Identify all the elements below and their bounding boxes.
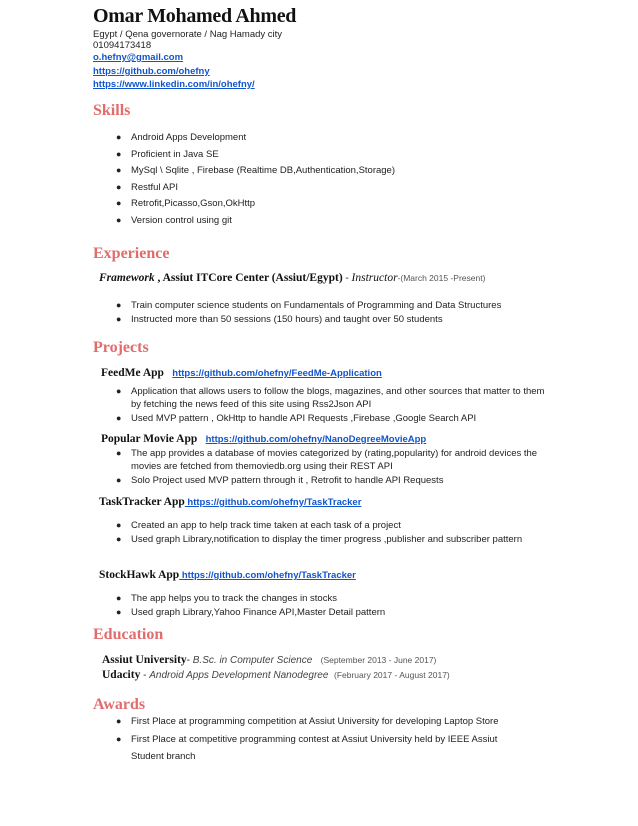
list-item: ● Used graph Library,Yahoo Finance API,Master Detail pattern — [116, 607, 386, 618]
bullet-icon: ● — [116, 149, 122, 159]
list-item: ● The app helps you to track the changes in stocks — [116, 593, 337, 604]
list-item: ● MySql \ Sqlite , Firebase (Realtime DB,Authentication,Storage) — [116, 165, 396, 176]
experience-position: Instructor — [351, 272, 398, 284]
email-link[interactable]: o.hefny@gmail.com — [93, 52, 184, 63]
project-link[interactable]: https://github.com/ohefny/TaskTracker — [184, 497, 362, 508]
list-item: ● Version control using git — [116, 215, 232, 226]
bullet-icon: ● — [116, 215, 122, 225]
bullet-icon: ● — [116, 593, 122, 603]
github-link[interactable]: https://github.com/ohefny — [93, 66, 210, 77]
list-item: ● Solo Project used MVP pattern through it , Retrofit to handle API Requests — [116, 475, 444, 486]
awards-heading: Awards — [93, 696, 146, 713]
bullet-icon: ● — [116, 413, 122, 423]
bullet-icon: ● — [116, 520, 122, 530]
list-item: ● Restful API — [116, 182, 178, 193]
candidate-name: Omar Mohamed Ahmed — [93, 5, 297, 27]
bullet-icon: ● — [116, 132, 122, 142]
bullet-icon: ● — [116, 534, 122, 544]
awards-list — [0, 715, 561, 765]
project-link[interactable]: https://github.com/ohefny/NanoDegreeMovieApp — [205, 434, 427, 445]
skills-list — [0, 131, 551, 230]
project-title: StockHawk App https://github.com/ohefny/TaskTracker — [99, 569, 356, 581]
project-items — [0, 447, 551, 488]
skills-heading: Skills — [93, 102, 131, 119]
list-item: ● The app provides a database of movies categorized by (rating,popularity) for android devices the movies are fetched from themoviedb.org using their REST API — [116, 448, 538, 472]
bullet-icon: ● — [116, 716, 122, 726]
list-item: ● First Place at competitive programming contest at Assiut University held by IEEE Assiut Student branch — [0, 731, 561, 765]
project-items — [0, 385, 551, 426]
address: Egypt / Qena governorate / Nag Hamady city — [93, 29, 283, 40]
experience-list — [0, 299, 571, 327]
bullet-icon: ● — [116, 475, 122, 485]
project-link[interactable]: https://github.com/ohefny/TaskTracker — [179, 570, 356, 581]
experience-dates: -(March 2015 -Present) — [397, 273, 486, 283]
linkedin-link[interactable]: https://www.linkedin.com/in/ohefny/ — [93, 79, 255, 90]
experience-org: Framework — [99, 272, 155, 284]
bullet-icon: ● — [116, 300, 122, 310]
education-entry: Udacity - Android Apps Development Nanodegree (February 2017 - August 2017) — [102, 669, 450, 681]
list-item: ● Used graph Library,notification to display the timer progress ,publisher and subscriber pattern — [116, 534, 523, 545]
bullet-icon: ● — [116, 198, 122, 208]
phone: 01094173418 — [93, 40, 152, 51]
list-item: ● Created an app to help track time taken at each task of a project — [116, 520, 401, 531]
list-item: ● Retrofit,Picasso,Gson,OkHttp — [116, 198, 256, 209]
bullet-icon: ● — [116, 182, 122, 192]
project-items — [0, 519, 551, 560]
bullet-icon: ● — [116, 165, 122, 175]
list-item: ● Instructed more than 50 sessions (150 hours) and taught over 50 students — [116, 314, 443, 325]
list-item: ● Train computer science students on Fundamentals of Programming and Data Structures — [116, 300, 502, 311]
list-item: ● Application that allows users to follow the blogs, magazines, and other sources that matter to them by fetching the news feed of this site using Rss2Json API — [116, 386, 545, 410]
project-link[interactable]: https://github.com/ohefny/FeedMe-Application — [172, 368, 382, 379]
project-title: Popular Movie App https://github.com/ohefny/NanoDegreeMovieApp — [101, 433, 427, 445]
bullet-icon: ● — [116, 607, 122, 617]
bullet-icon: ● — [116, 314, 122, 324]
bullet-icon: ● — [116, 386, 122, 396]
experience-heading: Experience — [93, 245, 170, 262]
education-entry: Assiut University- B.Sc. in Computer Science (September 2013 - June 2017) — [102, 654, 437, 666]
list-item: ● Used MVP pattern , OkHttp to handle API Requests ,Firebase ,Google Search API — [116, 413, 477, 424]
bullet-icon: ● — [116, 448, 122, 458]
project-items — [0, 592, 551, 620]
education-heading: Education — [93, 626, 164, 643]
experience-company: , Assiut ITCore Center (Assiut/Egypt) — [154, 272, 343, 284]
experience-entry: Framework , Assiut ITCore Center (Assiut/Egypt) - Instructor-(March 2015 -Present) — [99, 272, 486, 284]
list-item: ● Proficient in Java SE — [116, 149, 219, 160]
project-title: FeedMe App https://github.com/ohefny/FeedMe-Application — [101, 367, 382, 379]
project-title: TaskTracker App https://github.com/ohefny/TaskTracker — [99, 496, 362, 508]
list-item: ● First Place at programming competition at Assiut University for developing Laptop Store — [116, 716, 499, 727]
bullet-icon: ● — [116, 734, 122, 744]
list-item: ● Android Apps Development — [116, 132, 247, 143]
projects-heading: Projects — [93, 339, 149, 356]
